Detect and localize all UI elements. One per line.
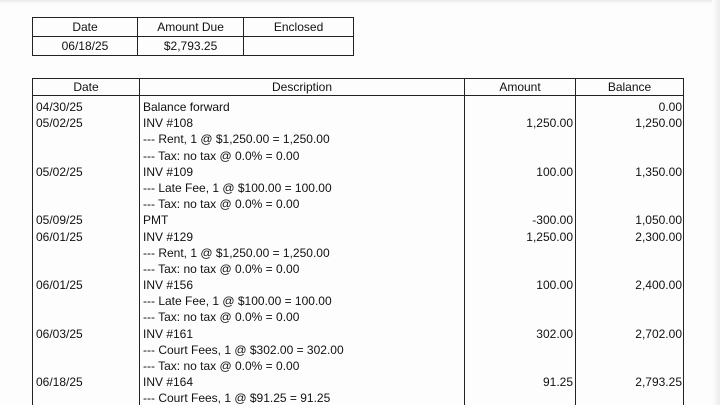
row-amount: 1,250.00 — [465, 115, 576, 164]
row-description — [140, 115, 465, 164]
row-description — [140, 374, 465, 405]
row-date: 06/03/25 — [33, 326, 140, 375]
table-row — [33, 164, 684, 213]
row-balance: 0.00 — [576, 96, 684, 116]
summary-header-amount-due: Amount Due — [137, 18, 243, 37]
row-date: 06/01/25 — [33, 277, 140, 326]
summary-header-row — [33, 18, 354, 37]
row-balance: 2,300.00 — [576, 229, 684, 278]
row-date: 06/01/25 — [33, 229, 140, 278]
description-main-line: Balance forward — [143, 100, 230, 114]
description-detail-line: --- Court Fees, 1 @ $302.00 = 302.00 — [143, 342, 344, 357]
description-detail-line: --- Late Fee, 1 @ $100.00 = 100.00 — [143, 294, 332, 309]
description-main-line: INV #129 — [143, 229, 194, 244]
statement-header-balance: Balance — [576, 79, 684, 96]
description-detail-line: --- Rent, 1 @ $1,250.00 = 1,250.00 — [143, 245, 330, 260]
description-detail-line: --- Late Fee, 1 @ $100.00 = 100.00 — [143, 180, 332, 195]
row-date: 05/02/25 — [33, 164, 140, 213]
table-row — [33, 326, 684, 375]
description-main-line: INV #164 — [143, 375, 194, 390]
row-amount: 100.00 — [465, 164, 576, 213]
row-description — [140, 229, 465, 278]
row-balance: 1,050.00 — [576, 212, 684, 228]
row-description — [140, 326, 465, 375]
statement-header-date: Date — [33, 79, 140, 96]
page-top-shadow — [0, 0, 720, 4]
table-row — [33, 96, 684, 116]
description-detail-line: --- Tax: no tax @ 0.0% = 0.00 — [143, 148, 300, 163]
table-row — [33, 212, 684, 228]
summary-header-enclosed: Enclosed — [244, 18, 354, 37]
summary-date-value: 06/18/25 — [33, 37, 138, 56]
row-date: 06/18/25 — [33, 374, 140, 405]
row-date: 04/30/25 — [33, 96, 140, 116]
row-description — [140, 277, 465, 326]
summary-header-date: Date — [33, 18, 138, 37]
summary-value-row — [33, 37, 354, 56]
statement-table — [32, 78, 684, 405]
remittance-summary-table — [32, 17, 354, 56]
table-row — [33, 229, 684, 278]
page-right-shadow — [712, 0, 720, 405]
row-amount — [465, 96, 576, 116]
row-amount: -300.00 — [465, 212, 576, 228]
row-balance: 2,400.00 — [576, 277, 684, 326]
row-description — [140, 212, 465, 228]
description-detail-line: --- Tax: no tax @ 0.0% = 0.00 — [143, 261, 300, 276]
description-main-line: INV #109 — [143, 164, 194, 179]
row-balance: 2,702.00 — [576, 326, 684, 375]
description-detail-line: --- Court Fees, 1 @ $91.25 = 91.25 — [143, 391, 331, 405]
description-main-line: INV #161 — [143, 326, 194, 341]
description-main-line: PMT — [143, 213, 169, 228]
row-description — [140, 164, 465, 213]
row-amount: 100.00 — [465, 277, 576, 326]
description-detail-line: --- Tax: no tax @ 0.0% = 0.00 — [143, 359, 300, 374]
table-row — [33, 115, 684, 164]
description-detail-line: --- Tax: no tax @ 0.0% = 0.00 — [143, 197, 300, 212]
table-row — [33, 374, 684, 405]
row-description — [140, 96, 465, 116]
description-detail-line: --- Rent, 1 @ $1,250.00 = 1,250.00 — [143, 132, 330, 147]
row-balance: 2,793.25 — [576, 374, 684, 405]
row-date: 05/02/25 — [33, 115, 140, 164]
description-detail-line: --- Tax: no tax @ 0.0% = 0.00 — [143, 310, 300, 325]
row-amount: 1,250.00 — [465, 229, 576, 278]
row-balance: 1,350.00 — [576, 164, 684, 213]
statement-header-row — [33, 79, 684, 96]
summary-enclosed-value — [244, 37, 354, 56]
row-amount: 91.25 — [465, 374, 576, 405]
description-main-line: INV #156 — [143, 278, 194, 293]
row-balance: 1,250.00 — [576, 115, 684, 164]
statement-header-description: Description — [140, 79, 465, 96]
table-row — [33, 277, 684, 326]
row-date: 05/09/25 — [33, 212, 140, 228]
statement-body — [33, 96, 684, 405]
statement-header-amount: Amount — [465, 79, 576, 96]
row-amount: 302.00 — [465, 326, 576, 375]
summary-amount-due-value: $2,793.25 — [137, 37, 243, 56]
description-main-line: INV #108 — [143, 116, 194, 131]
